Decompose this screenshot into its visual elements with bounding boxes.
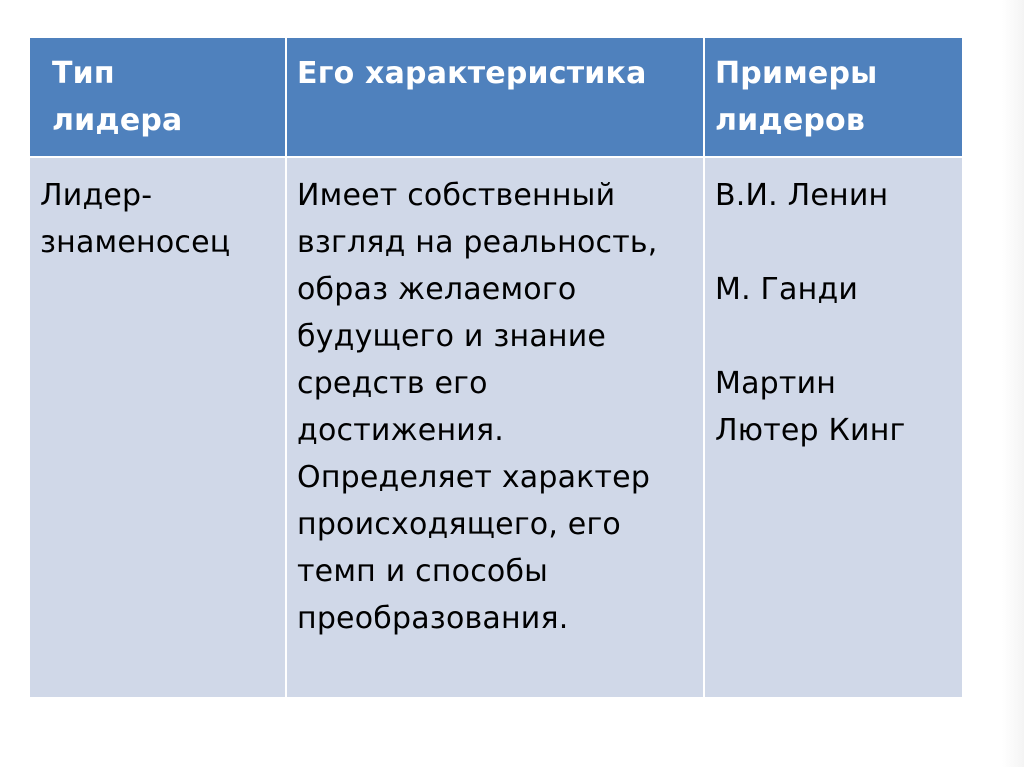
header-leader-type-line2: лидера [52,103,183,138]
header-leader-type-line1: Тип [52,56,115,91]
leader-gandhi: М. Ганди [715,272,859,307]
header-examples [704,38,962,157]
leader-type-line1: Лидер- [40,178,153,213]
characteristic-line: взгляд на реальность, [297,225,658,260]
header-characteristic-label: Его характеристика [297,56,647,91]
characteristic-line: темп и способы [297,554,549,589]
leader-lenin: В.И. Ленин [715,178,889,213]
table-row [30,157,962,697]
characteristic-line: средств его [297,366,488,401]
characteristic-line: происходящего, его [297,507,621,542]
cell-examples [704,157,962,697]
spacer [715,313,952,360]
header-characteristic [286,38,704,157]
header-leader-type [30,38,286,157]
leader-types-table [30,38,962,697]
characteristic-line: будущего и знание [297,319,607,354]
header-examples-line2: лидеров [715,103,866,138]
slide-edge-shadow [1002,0,1024,767]
cell-characteristic [286,157,704,697]
table-header-row [30,38,962,157]
characteristic-line: образ желаемого [297,272,577,307]
leader-type-line2: знаменосец [40,225,231,260]
leader-king-line2: Лютер Кинг [715,413,906,448]
characteristic-line: Определяет характер [297,460,651,495]
spacer [715,219,952,266]
characteristic-line: Имеет собственный [297,178,616,213]
cell-leader-type [30,157,286,697]
leader-king-line1: Мартин [715,366,837,401]
characteristic-line: достижения. [297,413,504,448]
header-examples-line1: Примеры [715,56,878,91]
characteristic-line: преобразования. [297,601,569,636]
